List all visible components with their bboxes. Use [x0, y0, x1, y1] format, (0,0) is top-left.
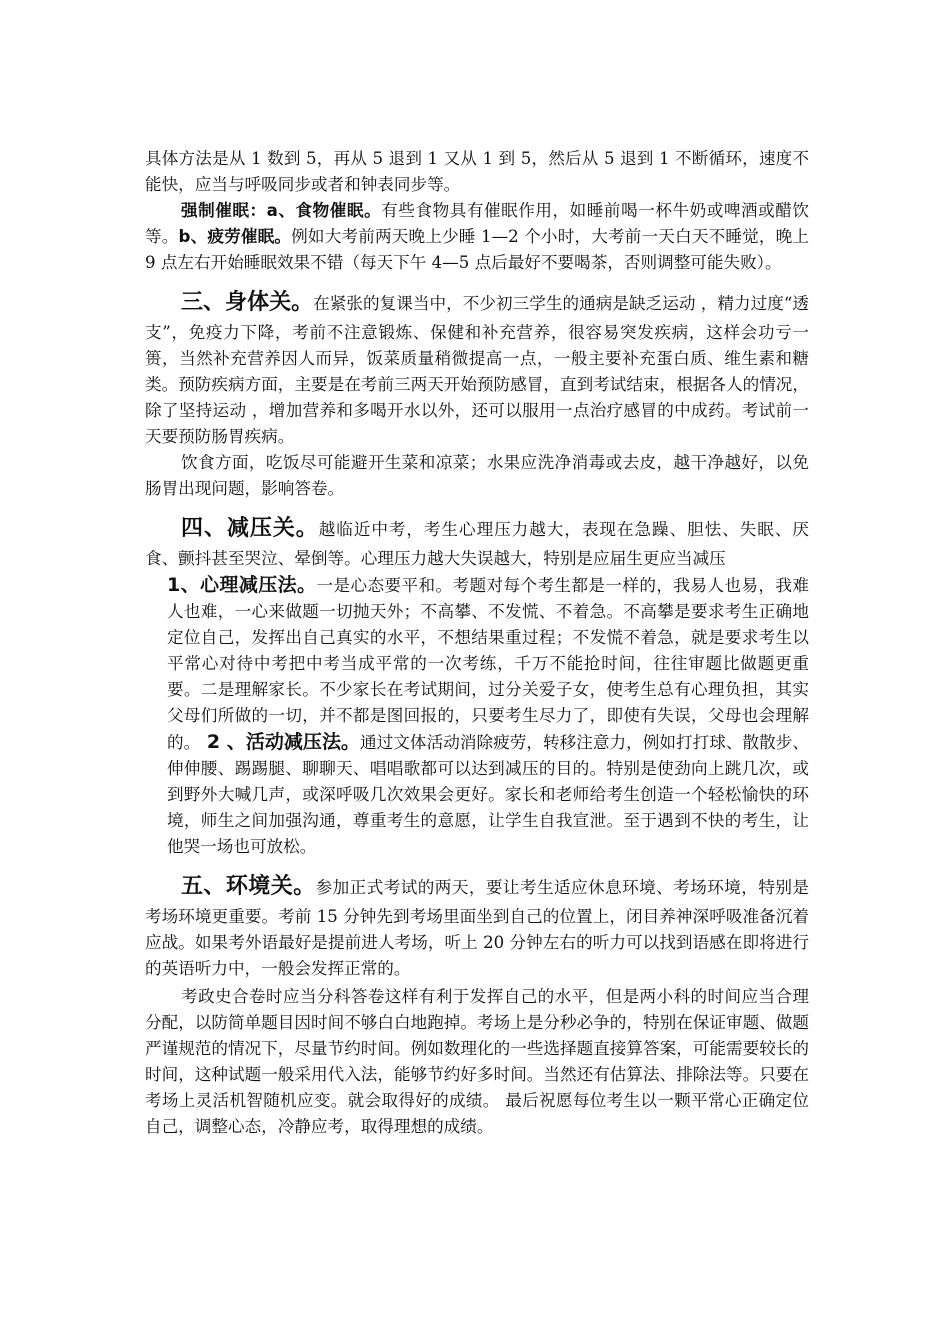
- heading-activity-relief: 2 、活动减压法。: [200, 731, 361, 753]
- heading-food-sleep: 强制催眠：a、食物催眠。: [181, 201, 382, 220]
- paragraph-diet: 饮食方面，吃饭尽可能避开生菜和凉菜；水果应洗净消毒或去皮，越干净越好，以免肠胃出现问题，影响答卷。: [145, 453, 809, 498]
- text-fatigue-sleep: 例如大考前两天晚上少睡 1—2 个小时，大考前一天白天不睡觉，晚上 9 点左右开始睡眠效果不错（每天下午 4—5 点后最好不要喝茶，否则调整可能失败）。: [145, 227, 809, 272]
- paragraph-psych-relief: [145, 572, 809, 860]
- section-text-environment: 参加正式考试的两天，要让考生适应休息环境、考场环境，特别是考场环境更重要。考前 15 分钟先到考场里面坐到自己的位置上，闭目养神深呼吸准备沉着应战。如果考外语最好是提前进人考场，听上 20 分钟左右的听力可以找到语感在即将进行的英语听力中，一般会发挥正常的。: [145, 878, 809, 978]
- section-title-environment: 五、环境关。: [181, 874, 316, 899]
- heading-fatigue-sleep: b、疲劳催眠。: [178, 227, 292, 246]
- section-text-body: 在紧张的复课当中，不少初三学生的通病是缺乏运动 ，精力过度“透支”，免疫力下降，考前不注意锻炼、保健和补充营养，很容易突发疾病，这样会功亏一篑，当然补充营养因人而异，饭菜质量稍微提高一点，一般主要补充蛋白质、维生素和糖类。预防疾病方面，主要是在考前三两天开始预防感冒，直到考试结束，根据各人的情况，除了坚持运动 ，增加营养和多喝开水以外，还可以服用一点治疗感冒的中成药。考试前一天要预防肠胃疾病。: [145, 294, 809, 446]
- section-body-pass: [145, 286, 809, 450]
- section-text-stress: 越临近中考，考生心理压力越大，表现在急躁、胆怯、失眠、厌食、颤抖甚至哭泣、晕倒等。心理压力越大失误越大，特别是应届生更应当减压: [145, 520, 809, 568]
- text-activity-relief: 通过文体活动消除疲劳，转移注意力，例如打打球、散散步、伸伸腰、踢踢腿、聊聊天、唱唱歌都可以达到减压的目的。特别是使劲向上跳几次，或到野外大喊几声，或深呼吸几次效果会更好。家长和老师给考生创造一个轻松愉快的环境，师生之间加强沟通，尊重考生的意愿，让学生自我宣泄。至于遇到不快的考生，让他哭一场也可放松。: [167, 733, 810, 856]
- heading-psych-relief: 1、心理减压法。: [167, 574, 317, 596]
- section-title-stress: 四、减压关。: [181, 516, 319, 541]
- section-stress-pass: [145, 512, 809, 572]
- section-title-body: 三、身体关。: [181, 290, 314, 315]
- document-body: [145, 146, 809, 1140]
- paragraph-exam-strategy: 考政史合卷时应当分科答卷这样有利于发挥自己的水平，但是两小科的时间应当合理分配，以防简单题目因时间不够白白地跑掉。考场上是分秒必争的，特别在保证审题、做题严谨规范的情况下，尽量节约时间。例如数理化的一些选择题直接算答案，可能需要较长的时间，这种试题一般采用代入法，能够节约好多时间。当然还有估算法、排除法等。只要在考场上灵活机智随机应变。就会取得好的成绩。 最后祝愿每位考生以一颗平常心正确定位自己，调整心态，冷静应考，取得理想的成绩。: [145, 987, 809, 1136]
- section-environment-pass: [145, 870, 809, 982]
- paragraph-forced-sleep: [145, 198, 809, 276]
- paragraph-counting-method: 具体方法是从 1 数到 5，再从 5 退到 1 又从 1 到 5，然后从 5 退到 1 不断循环，速度不能快，应当与呼吸同步或者和钟表同步等。: [145, 149, 809, 194]
- text-psych-relief: 一是心态要平和。考题对每个考生都是一样的，我易人也易，我难人也难，一心来做题一切抛天外；不高攀、不发慌、不着急。不高攀是要求考生正确地定位自己，发挥出自己真实的水平，不想结果重过程；不发慌不着急，就是要求考生以平常心对待中考把中考当成平常的一次考练，千万不能抢时间，往往审题比做题更重要。二是理解家长。不少家长在考试期间，过分关爱子女，使考生总有心理负担，其实父母们所做的一切，并不都是图回报的，只要考生尽力了，即使有失误，父母也会理解的。: [167, 576, 810, 752]
- text-food-sleep: 有些食物具有催眠作用，如睡前喝一杯牛奶或啤酒或醋饮等。: [145, 201, 809, 246]
